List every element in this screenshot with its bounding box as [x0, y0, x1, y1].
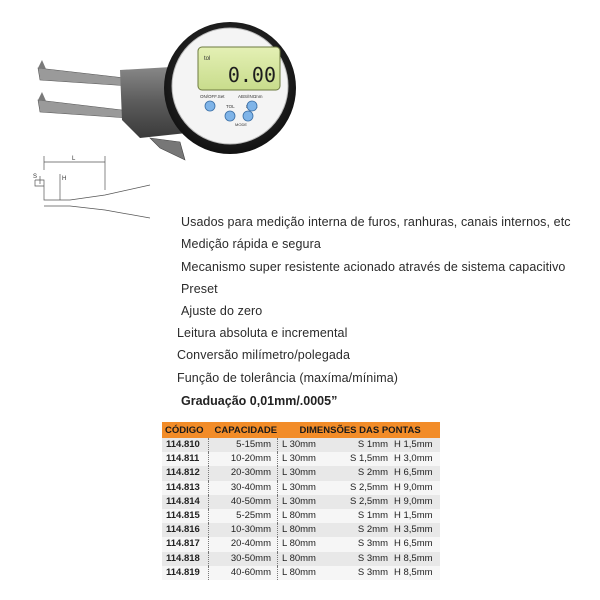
- spec-table: [162, 422, 440, 580]
- cell-s: S 2mm: [338, 466, 394, 480]
- cell-code: 114.816: [162, 523, 209, 537]
- cell-capacity: 20-40mm: [209, 537, 278, 551]
- table-row: [162, 552, 440, 566]
- feature-item: Usados para medição interna de furos, ranhuras, canais internos, etc: [181, 215, 571, 229]
- cell-capacity: 5-15mm: [209, 438, 278, 452]
- table-row: [162, 523, 440, 537]
- cell-s: S 3mm: [338, 537, 394, 551]
- cell-h: H 1,5mm: [394, 509, 440, 523]
- cell-h: H 6,5mm: [394, 466, 440, 480]
- cell-s: S 3mm: [338, 552, 394, 566]
- feature-item: Medição rápida e segura: [181, 237, 321, 251]
- cell-s: S 2,5mm: [338, 495, 394, 509]
- table-row: [162, 438, 440, 452]
- cell-capacity: 30-50mm: [209, 552, 278, 566]
- table-row: [162, 466, 440, 480]
- header-dimensions: DIMENSÕES DAS PONTAS: [278, 422, 441, 438]
- diagram-label-l: L: [72, 156, 76, 162]
- cell-code: 114.814: [162, 495, 209, 509]
- cell-capacity: 40-60mm: [209, 566, 278, 580]
- cell-length: L 30mm: [278, 495, 339, 509]
- cell-length: L 30mm: [278, 452, 339, 466]
- feature-item: Ajuste do zero: [181, 304, 263, 318]
- cell-length: L 80mm: [278, 552, 339, 566]
- table-row: [162, 566, 440, 580]
- cell-code: 114.819: [162, 566, 209, 580]
- cell-h: H 3,5mm: [394, 523, 440, 537]
- graduation-text: Graduação 0,01mm/.0005”: [181, 394, 338, 408]
- table-row: [162, 481, 440, 495]
- cell-s: S 1mm: [338, 509, 394, 523]
- table-header-row: [162, 422, 440, 438]
- cell-length: L 30mm: [278, 481, 339, 495]
- cell-s: S 1,5mm: [338, 452, 394, 466]
- diagram-label-h: H: [62, 176, 67, 182]
- on-off-label: ON/OFF.Set: [200, 94, 225, 99]
- feature-item: Leitura absoluta e incremental: [177, 326, 348, 340]
- cell-s: S 1mm: [338, 438, 394, 452]
- cell-capacity: 10-30mm: [209, 523, 278, 537]
- feature-item: Conversão milímetro/polegada: [177, 348, 351, 362]
- cell-capacity: 20-30mm: [209, 466, 278, 480]
- cell-h: H 6,5mm: [394, 537, 440, 551]
- table-row: [162, 452, 440, 466]
- cell-capacity: 5-25mm: [209, 509, 278, 523]
- cell-code: 114.811: [162, 452, 209, 466]
- feature-item: Função de tolerância (maxíma/mínima): [177, 371, 399, 385]
- cell-length: L 30mm: [278, 466, 339, 480]
- table-row: [162, 509, 440, 523]
- cell-h: H 3,0mm: [394, 452, 440, 466]
- cell-length: L 80mm: [278, 523, 339, 537]
- cell-code: 114.818: [162, 552, 209, 566]
- cell-code: 114.817: [162, 537, 209, 551]
- cell-h: H 9,0mm: [394, 495, 440, 509]
- lcd-reading: 0.00: [227, 63, 276, 87]
- lcd-top-label: tol: [204, 56, 211, 62]
- cell-capacity: 40-50mm: [209, 495, 278, 509]
- cell-code: 114.810: [162, 438, 209, 452]
- cell-code: 114.812: [162, 466, 209, 480]
- cell-capacity: 30-40mm: [209, 481, 278, 495]
- table-row: [162, 495, 440, 509]
- feature-item: Preset: [181, 282, 218, 296]
- cell-length: L 80mm: [278, 509, 339, 523]
- tol-label: TOL: [226, 104, 235, 109]
- cell-h: H 1,5mm: [394, 438, 440, 452]
- cell-length: L 30mm: [278, 438, 339, 452]
- cell-s: S 2,5mm: [338, 481, 394, 495]
- cell-h: H 9,0mm: [394, 481, 440, 495]
- cell-s: S 2mm: [338, 523, 394, 537]
- diagram-label-s: S: [33, 174, 38, 180]
- cell-code: 114.813: [162, 481, 209, 495]
- abs-inc-label: ABS/INC: [238, 94, 257, 99]
- feature-item: Mecanismo super resistente acionado através de sistema capacitivo: [181, 260, 566, 274]
- mm-label: mm: [255, 94, 263, 99]
- cell-h: H 8,5mm: [394, 552, 440, 566]
- cell-h: H 8,5mm: [394, 566, 440, 580]
- cell-s: S 3mm: [338, 566, 394, 580]
- cell-length: L 80mm: [278, 566, 339, 580]
- header-code: CÓDIGO: [162, 422, 209, 438]
- table-row: [162, 537, 440, 551]
- cell-capacity: 10-20mm: [209, 452, 278, 466]
- mode-label: MODE: [235, 122, 247, 127]
- cell-length: L 80mm: [278, 537, 339, 551]
- header-capacity: CAPACIDADE: [209, 422, 278, 438]
- cell-code: 114.815: [162, 509, 209, 523]
